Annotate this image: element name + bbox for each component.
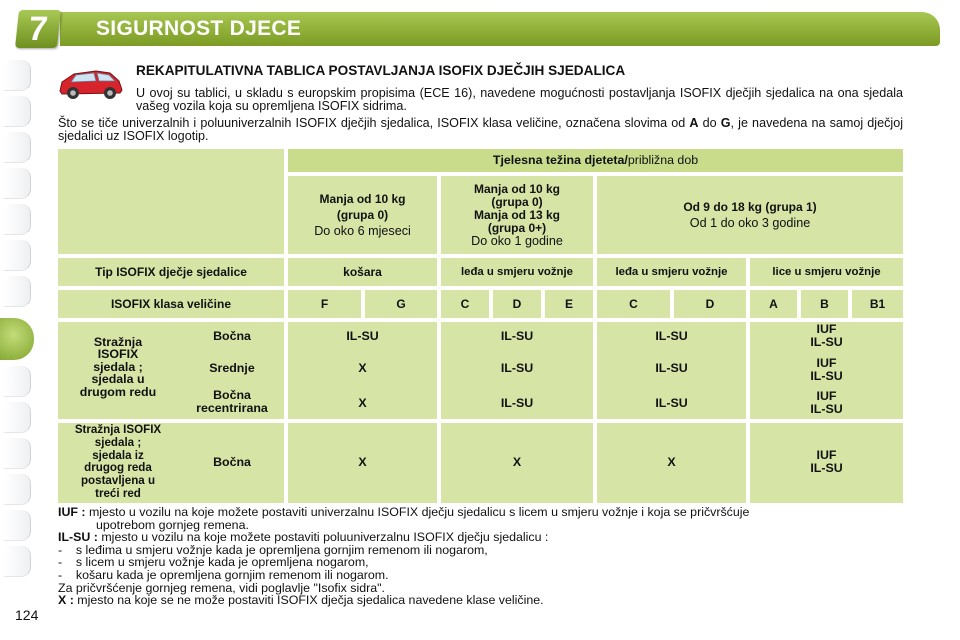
- note-key: X :: [58, 593, 74, 608]
- chapter-tab[interactable]: [4, 510, 31, 541]
- table-value: IUF: [816, 322, 837, 336]
- table-value: IL-SU: [346, 329, 379, 343]
- group-label: Od 9 do 18 kg (grupa 1): [683, 199, 817, 214]
- weight-header: [288, 149, 903, 172]
- page-number: 124: [15, 607, 39, 623]
- class-cell: B: [801, 290, 848, 318]
- chapter-tab[interactable]: [4, 168, 31, 199]
- intro-text-part: Što se tiče univerzalnih i poluuniverzalnih ISOFIX dječjih sjedalica, ISOFIX klasa veličine, označena slovima od: [58, 116, 690, 130]
- table-value: IL-SU: [810, 461, 843, 475]
- note-bullet: - košaru kada je opremljena gornjim remenom ili nogarom.: [58, 567, 389, 582]
- table-value: X: [358, 396, 367, 410]
- intro-paragraph-2: [58, 117, 903, 143]
- type-cell: leđa u smjeru vožnje: [597, 258, 746, 286]
- position-line: Bočna: [213, 388, 251, 402]
- table-value: IUF: [816, 389, 837, 403]
- group-label: (grupa 0): [491, 194, 543, 209]
- table-value: X: [512, 455, 522, 469]
- class-label: ISOFIX klasa veličine: [58, 290, 284, 318]
- chapter-tab[interactable]: [4, 474, 31, 505]
- intro-text-part: , je navedena na samoj dječjoj sjedalici uz ISOFIX logotip.: [58, 116, 904, 143]
- position-label: Bočna: [213, 455, 251, 469]
- table-value: X: [358, 361, 367, 375]
- table-value: IL-SU: [500, 329, 534, 343]
- table-value: IL-SU: [655, 361, 688, 375]
- group-label: (grupa 0): [336, 207, 389, 222]
- note-ilsu: [58, 531, 906, 544]
- footnotes: [58, 506, 906, 607]
- group-0plus-cell: [441, 176, 593, 254]
- third-row-line: sjedala ;: [94, 435, 142, 449]
- group-age: Do oko 6 mjeseci: [314, 223, 411, 238]
- table-value: X: [667, 455, 676, 469]
- third-row-line: treći red: [95, 486, 141, 500]
- chapter-tab-strip: [0, 60, 34, 580]
- position-label: [180, 389, 284, 415]
- table-value: IL-SU: [655, 396, 688, 410]
- note-iuf-cont: upotrebom gornjeg remena.: [96, 517, 249, 532]
- class-letter-g: G: [720, 116, 731, 130]
- type-cell: leđa u smjeru vožnje: [441, 258, 593, 286]
- position-label: Srednje: [209, 361, 255, 375]
- chapter-tab[interactable]: [4, 240, 31, 271]
- chapter-tab[interactable]: [4, 402, 31, 433]
- table-value: IL-SU: [655, 329, 688, 343]
- group-label: Manja od 10 kg: [319, 191, 406, 206]
- chapter-number: 7: [15, 10, 61, 48]
- position-label: Bočna: [213, 329, 251, 343]
- class-cell: D: [493, 290, 541, 318]
- table-value: IL-SU: [810, 369, 843, 383]
- third-row-label: [58, 424, 178, 501]
- rear-seats-label: [58, 336, 178, 398]
- group-0-cell: [288, 176, 437, 254]
- class-cell: A: [750, 290, 797, 318]
- intro-text-part: do: [698, 116, 721, 130]
- third-row-line: drugog reda: [84, 461, 152, 475]
- rear-seats-line: sjedala u: [91, 372, 145, 387]
- table-corner-cell: [58, 149, 284, 254]
- note-bullet: - s leđima u smjeru vožnje kada je opremljena gornjim remenom ili nogarom,: [58, 542, 488, 557]
- group-label: (grupa 0+): [487, 220, 547, 235]
- type-label: Tip ISOFIX dječje sjedalice: [58, 258, 284, 286]
- note-key: IL-SU :: [58, 530, 98, 545]
- third-row-line: postavljena u: [80, 474, 156, 488]
- chapter-tab[interactable]: [4, 276, 31, 307]
- chapter-tab[interactable]: [4, 546, 31, 577]
- note-key: IUF :: [58, 505, 86, 519]
- weight-header-bold: Tjelesna težina djeteta/: [492, 153, 628, 167]
- type-cell: lice u smjeru vožnje: [750, 258, 903, 286]
- third-row-line: sjedala iz: [92, 448, 144, 462]
- class-cell: C: [441, 290, 489, 318]
- chapter-tab[interactable]: [4, 96, 31, 127]
- class-cell: B1: [852, 290, 903, 318]
- table-value: IUF: [816, 356, 837, 370]
- group-age: Od 1 do oko 3 godine: [689, 215, 811, 230]
- note-tether: Za pričvršćenje gornjeg remena, vidi poglavlje "Isofix sidra".: [58, 580, 385, 595]
- group-label: Manja od 10 kg: [473, 181, 561, 196]
- chapter-tab[interactable]: [4, 438, 31, 469]
- class-cell: E: [545, 290, 593, 318]
- class-cell: D: [674, 290, 746, 318]
- note-text: mjesto u vozilu na koje možete postaviti univerzalnu ISOFIX dječju sjedalicu s licem u smjeru vožnje i koja se pričvršćuje: [85, 505, 750, 519]
- note-x: [58, 594, 906, 607]
- position-line: recentrirana: [196, 401, 268, 415]
- chapter-tab-active[interactable]: [0, 318, 34, 360]
- chapter-tab[interactable]: [4, 366, 31, 397]
- intro-paragraph: U ovoj su tablici, u skladu s europskim propisima (ECE 16), navedene mogućnosti postavljanja ISOFIX dječjih sjedalica na ona sjedala vašeg vozila koja su opremljena ISOFIX sidrima.: [136, 86, 903, 113]
- table-value: IUF: [816, 448, 837, 462]
- class-cell: C: [597, 290, 670, 318]
- table-value: IL-SU: [810, 335, 843, 349]
- rear-seats-line: sjedala ;: [93, 359, 143, 374]
- table-value: IL-SU: [500, 396, 534, 410]
- note-bullet: - s licem u smjeru vožnje kada je opremljena nogarom,: [58, 555, 369, 570]
- note-iuf: [58, 506, 906, 519]
- class-cell: F: [288, 290, 361, 318]
- note-text: mjesto na koje se ne može postaviti ISOFIX dječja sjedalica navedene klase veličine.: [73, 593, 544, 608]
- rear-seats-line: drugom redu: [79, 384, 157, 399]
- group-age: Do oko 1 godine: [471, 233, 563, 248]
- page-title: SIGURNOST DJECE: [96, 17, 302, 40]
- section-title: REKAPITULATIVNA TABLICA POSTAVLJANJA ISOFIX DJEČJIH SJEDALICA: [136, 63, 626, 78]
- group-1-cell: [597, 176, 903, 254]
- car-icon: [56, 64, 126, 102]
- type-cell: košara: [288, 258, 437, 286]
- chapter-tab[interactable]: [4, 132, 31, 163]
- table-value: IL-SU: [500, 361, 534, 375]
- table-value: IL-SU: [810, 402, 843, 416]
- third-row-line: Stražnja ISOFIX: [74, 423, 162, 436]
- rear-seats-line: Stražnja: [93, 335, 143, 349]
- chapter-tab[interactable]: [4, 60, 31, 91]
- class-letter-a: A: [689, 116, 699, 130]
- weight-header-normal: približna dob: [627, 153, 699, 167]
- chapter-tab[interactable]: [4, 204, 31, 235]
- rear-seats-line: ISOFIX: [97, 347, 139, 362]
- group-label: Manja od 13 kg: [473, 207, 561, 222]
- class-cell: G: [365, 290, 437, 318]
- table-value: X: [358, 455, 367, 469]
- note-text: mjesto u vozilu na koje možete postaviti poluuniverzalnu ISOFIX dječju sjedalicu :: [97, 530, 549, 545]
